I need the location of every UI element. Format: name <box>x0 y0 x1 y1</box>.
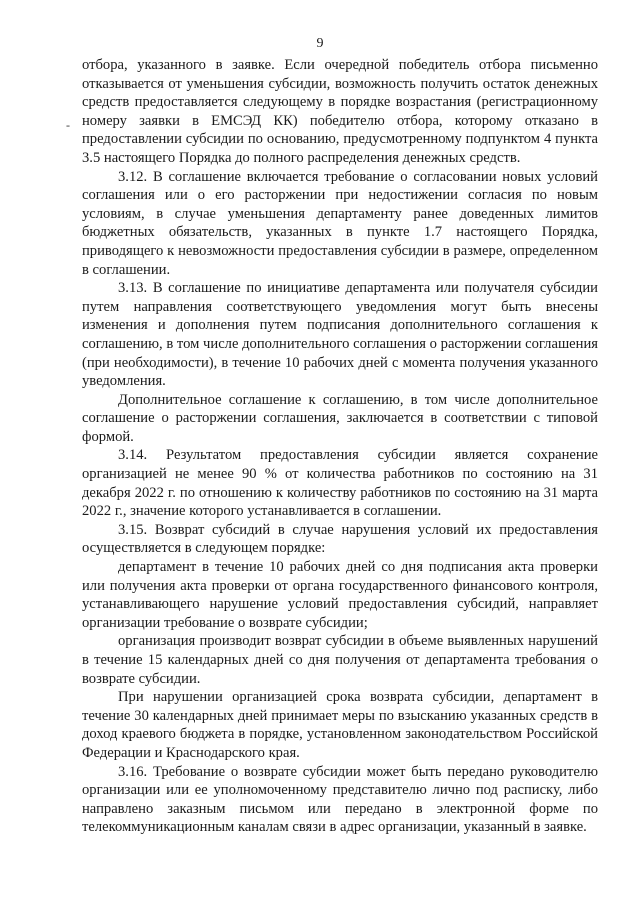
paragraph-3-13: 3.13. В соглашение по инициативе департамента или получателя субсидии путем направления соответствующего уведомления могут быть внесены изменения и дополнения путем подписания дополнительного соглашения к соглашению, в том числе дополнительного соглашения о расторжении соглашения (при необходимости), в течение 10 рабочих дней с момента получения указанного уведомления. <box>82 280 598 390</box>
margin-mark: - <box>66 118 70 132</box>
paragraph-organization-return: организация производит возврат субсидии в объеме выявленных нарушений в течение 15 календарных дней со дня получения от департамента требования о возврате субсидии. <box>82 633 598 687</box>
document-body <box>82 56 598 837</box>
paragraph-3-16: 3.16. Требование о возврате субсидии может быть передано руководителю организации или ее уполномоченному представителю лично под расписку, либо направлено заказным письмом или передано в электронной форме по телекоммуникационным каналам связи в адрес организации, указанный в заявке. <box>82 763 598 836</box>
paragraph-3-15: 3.15. Возврат субсидий в случае нарушения условий их предоставления осуществляется в следующем порядке: <box>82 521 598 557</box>
paragraph-additional-agreement: Дополнительное соглашение к соглашению, в том числе дополнительное соглашение о расторжении соглашения, заключается в соответствии с типовой формой. <box>82 391 598 445</box>
paragraph-department-requirement: департамент в течение 10 рабочих дней со дня подписания акта проверки или получения акта проверки от органа государственного финансового контроля, устанавливающего нарушение условий предоставления субсидий, направляет организации требование о возврате субсидии; <box>82 559 598 631</box>
paragraph-violation-recovery: При нарушении организацией срока возврата субсидии, департамент в течение 30 календарных дней принимает меры по взысканию указанных средств в доход краевого бюджета в порядке, установленном законодательством Российской Федерации и Краснодарского края. <box>82 689 598 761</box>
paragraph-3-12: 3.12. В соглашение включается требование о согласовании новых условий соглашения или о его расторжении при недостижении согласия по новым условиям, в случае уменьшения департаменту ранее доведенных лимитов бюджетных обязательств, указанных в пункте 1.7 настоящего Порядка, приводящего к невозможности предоставления субсидии в размере, определенном в соглашении. <box>82 168 598 278</box>
paragraph-3-14: 3.14. Результатом предоставления субсидии является сохранение организацией не менее 90 % от количества работников по состоянию на 31 декабря 2022 г. по отношению к количеству работников по состоянию на 31 марта 2022 г., значение которого устанавливается в соглашении. <box>82 447 598 520</box>
paragraph-continuation: отбора, указанного в заявке. Если очередной победитель отбора письменно отказывается от уменьшения субсидии, возможность получить остаток денежных средств предоставляется следующему в порядке возрастания (регистрационному номеру заявки в ЕМСЭД КК) победителю отбора, которому отказано в предоставлении субсидии по основанию, предусмотренному подпунктом 4 пункта 3.5 настоящего Порядка до полного распределения денежных средств. <box>82 57 598 166</box>
page-number: 9 <box>316 36 324 51</box>
